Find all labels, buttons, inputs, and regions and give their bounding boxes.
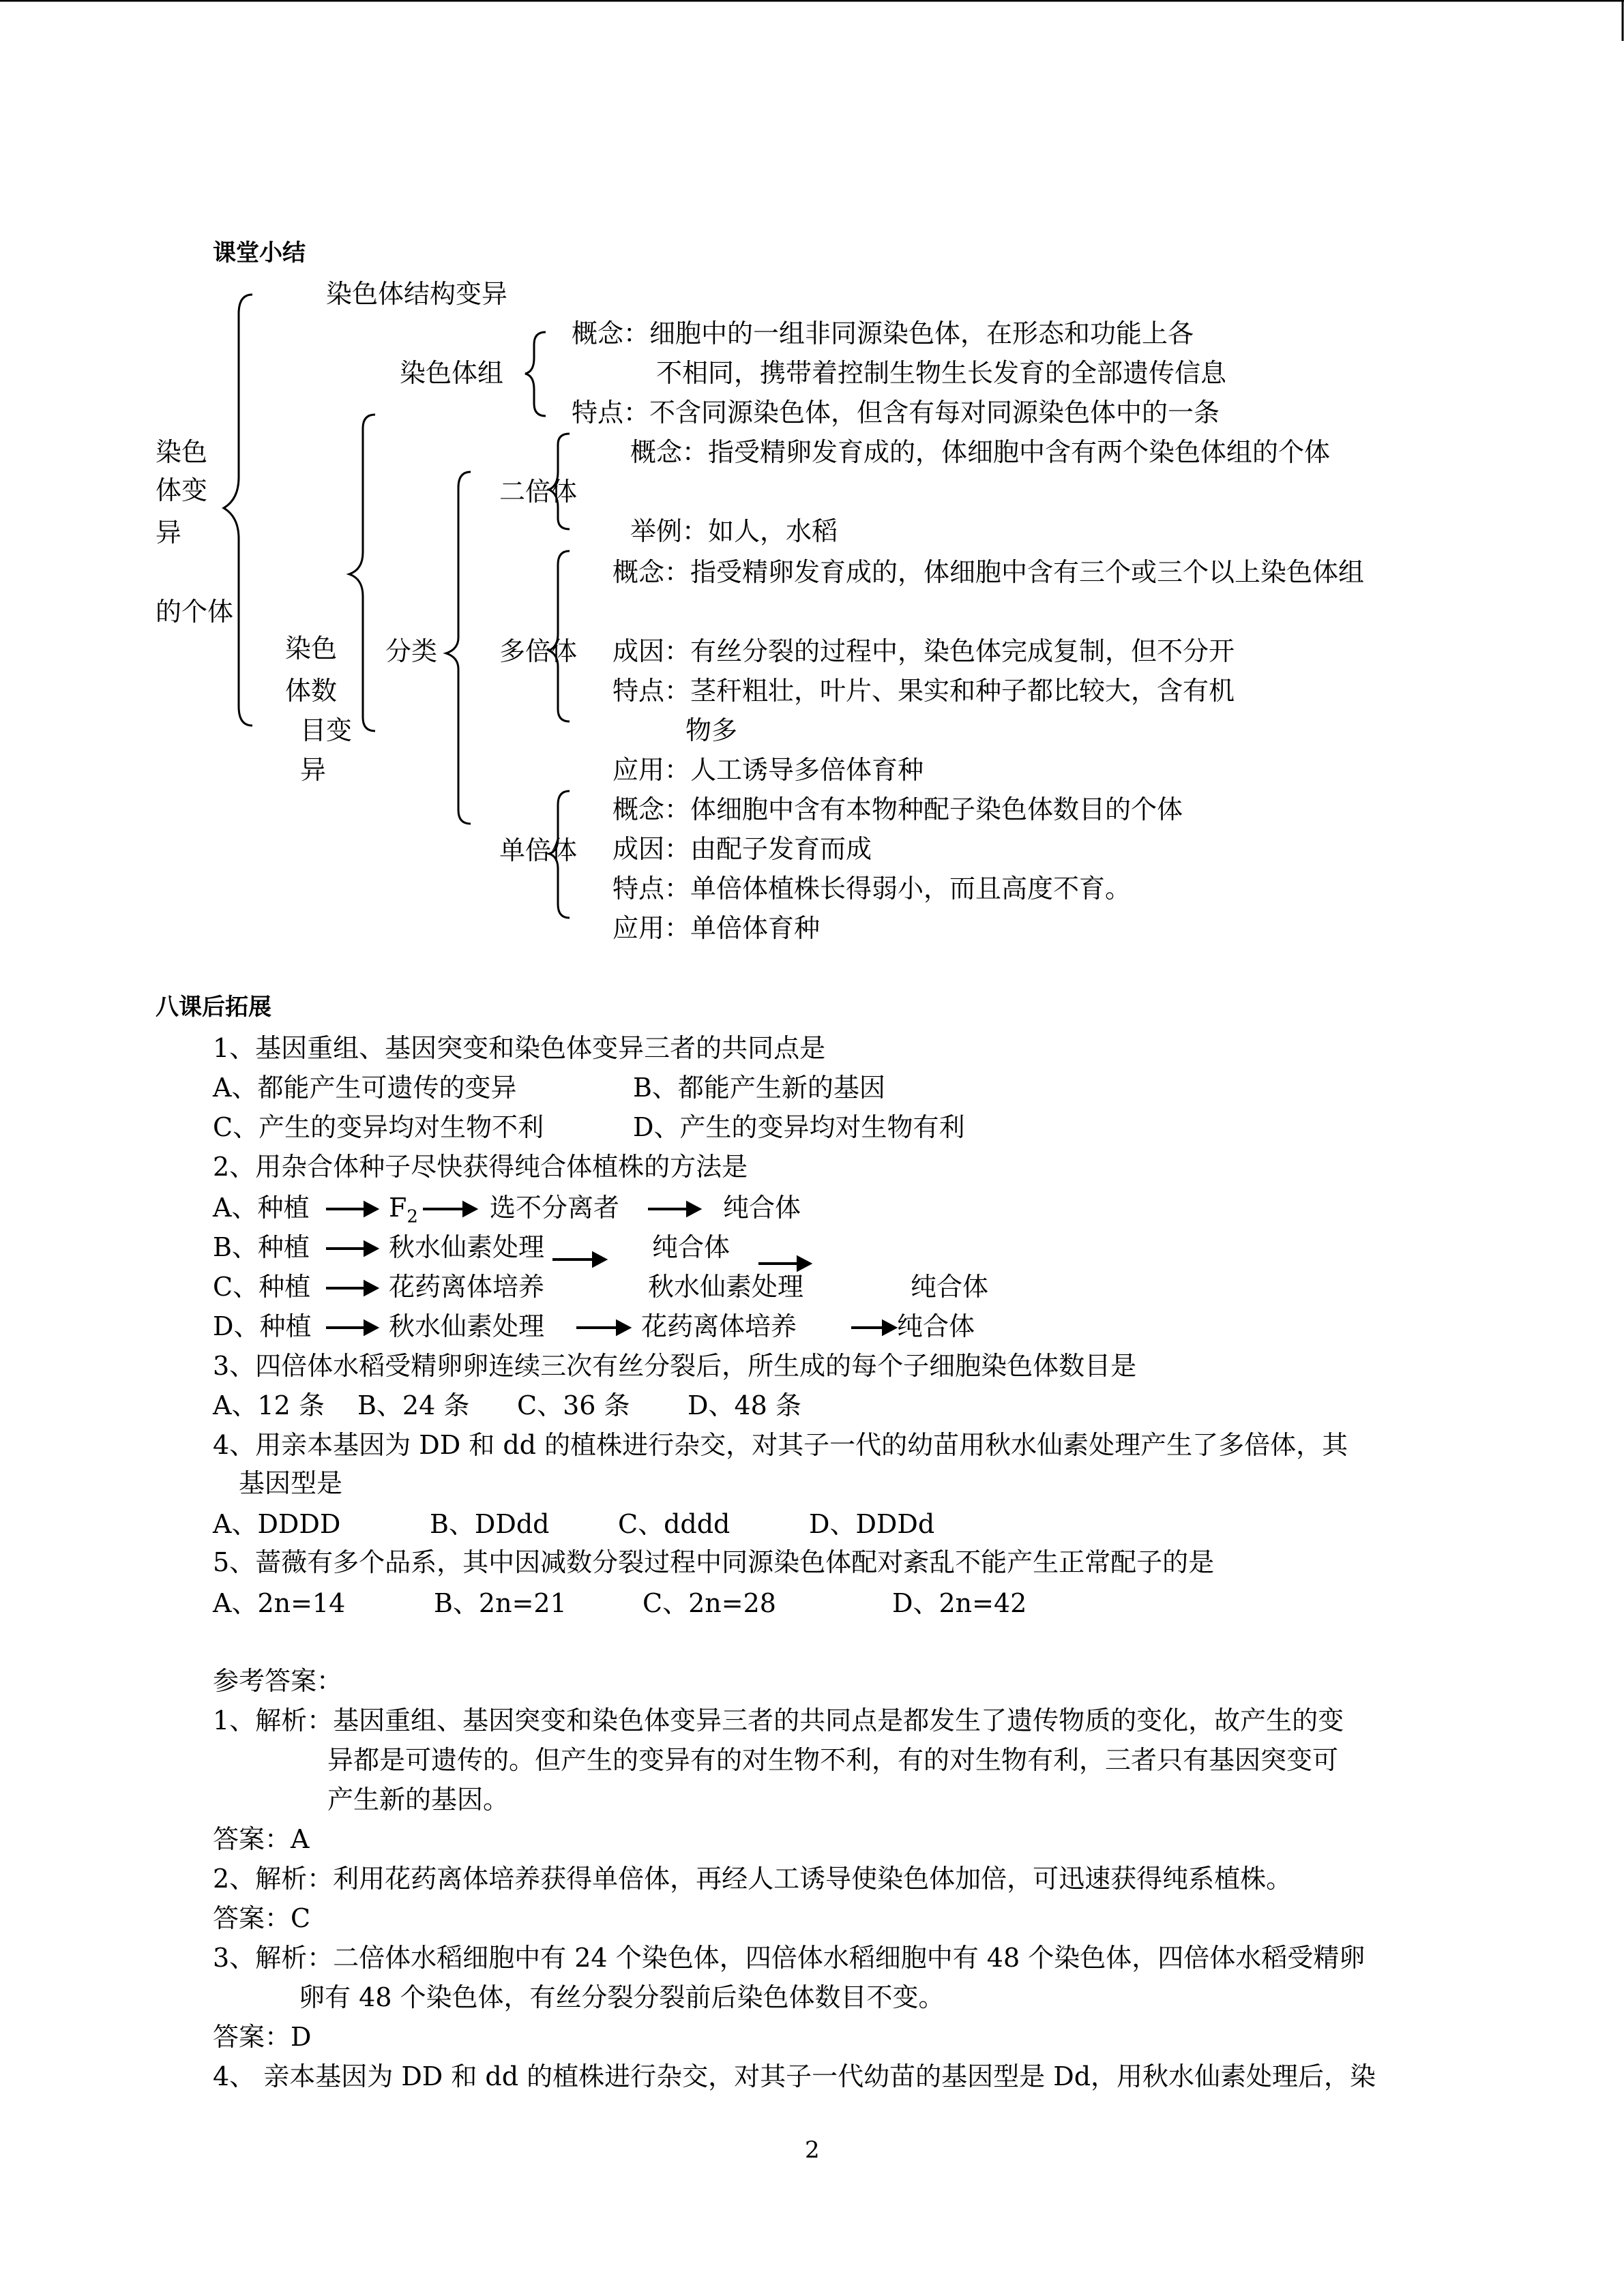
q2-b-colchicine: 秋水仙素处理 xyxy=(389,1232,545,1262)
q2-a-end: 纯合体 xyxy=(723,1193,801,1223)
haploid-label: 单倍体 xyxy=(499,835,578,865)
q2-stem: 2、用杂合体种子尽快获得纯合体植株的方法是 xyxy=(213,1152,748,1182)
q3-stem: 3、四倍体水稻受精卵卵连续三次有丝分裂后，所生成的每个子细胞染色体数目是 xyxy=(213,1351,1137,1381)
poly-application: 应用：人工诱导多倍体育种 xyxy=(612,755,924,785)
diploid-example: 举例：如人，水稻 xyxy=(630,516,838,546)
answer-3-line-1: 3、解析：二倍体水稻细胞中有 24 个染色体，四倍体水稻细胞中有 48 个染色体，四倍体水稻受精卵 xyxy=(213,1943,1365,1973)
q5-stem: 5、蔷薇有多个品系，其中因减数分裂过程中同源染色体配对紊乱不能产生正常配子的是 xyxy=(213,1547,1215,1577)
diploid-concept: 概念：指受精卵发育成的，体细胞中含有两个染色体组的个体 xyxy=(630,437,1331,467)
q3-option-c: C、36 条 xyxy=(517,1390,630,1420)
answer-3-key: 答案：D xyxy=(213,2022,312,2052)
poly-concept: 概念：指受精卵发育成的，体细胞中含有三个或三个以上染色体组 xyxy=(612,557,1365,587)
set-concept-1: 概念：细胞中的一组非同源染色体，在形态和功能上各 xyxy=(572,318,1194,348)
brace-classification xyxy=(446,472,471,824)
root-label-2: 体变 xyxy=(156,475,208,505)
diploid-label: 二倍体 xyxy=(499,477,578,507)
q2-d-start: D、种植 xyxy=(213,1311,312,1341)
poly-cause: 成因：有丝分裂的过程中，染色体完成复制，但不分开 xyxy=(612,636,1235,666)
q5-option-c: C、2n=28 xyxy=(643,1588,776,1618)
hap-feature: 特点：单倍体植株长得弱小，而且高度不育。 xyxy=(612,874,1132,904)
answer-1-key: 答案：A xyxy=(213,1824,310,1854)
q2-a-f2 xyxy=(389,1192,418,1233)
summary-heading: 课堂小结 xyxy=(213,239,306,267)
answer-1-line-3: 产生新的基因。 xyxy=(327,1785,510,1815)
q2-a-f: F xyxy=(389,1193,407,1223)
q1-option-b: B、都能产生新的基因 xyxy=(633,1073,885,1103)
q5-option-a: A、2n=14 xyxy=(213,1588,346,1618)
q4-option-b: B、DDdd xyxy=(430,1509,550,1539)
exercises-heading: 八课后拓展 xyxy=(156,994,271,1021)
q4-option-c: C、dddd xyxy=(618,1509,730,1539)
answer-1-line-1: 1、解析：基因重组、基因突变和染色体变异三者的共同点是都发生了遗传物质的变化，故产生的变 xyxy=(213,1705,1344,1735)
q3-option-a: A、12 条 xyxy=(213,1390,325,1420)
q2-a-start: A、种植 xyxy=(213,1193,310,1223)
q2-c-colchicine: 秋水仙素处理 xyxy=(648,1272,804,1302)
q1-option-c: C、产生的变异均对生物不利 xyxy=(213,1112,544,1142)
q2-a-select: 选不分离者 xyxy=(490,1193,620,1223)
chromosome-set-label: 染色体组 xyxy=(400,358,504,388)
q2-d-anther: 花药离体培养 xyxy=(641,1311,797,1341)
q4-option-d: D、DDDd xyxy=(809,1509,935,1539)
q5-option-d: D、2n=42 xyxy=(892,1588,1027,1618)
root-label-3: 异 xyxy=(156,518,182,548)
poly-feature-2: 物多 xyxy=(685,715,738,745)
q4-stem-2: 基因型是 xyxy=(239,1468,343,1498)
number-label-2: 体数 xyxy=(285,676,338,706)
q4-option-a: A、DDDD xyxy=(213,1509,341,1539)
polyploid-label: 多倍体 xyxy=(499,636,578,666)
poly-feature-1: 特点：茎秆粗壮，叶片、果实和种子都比较大，含有机 xyxy=(612,676,1235,706)
q2-a-subscript: 2 xyxy=(407,1206,418,1227)
answer-2-line-1: 2、解析：利用花药离体培养获得单倍体，再经人工诱导使染色体加倍，可迅速获得纯系植株。 xyxy=(213,1864,1293,1894)
q1-option-d: D、产生的变异均对生物有利 xyxy=(633,1112,965,1142)
number-label-3: 目变 xyxy=(300,715,353,745)
root-label-1: 染色 xyxy=(156,437,208,467)
q4-stem-1: 4、用亲本基因为 DD 和 dd 的植株进行杂交，对其子一代的幼苗用秋水仙素处理产生了多倍体，其 xyxy=(213,1430,1348,1460)
brace-chromosome-set xyxy=(525,332,546,416)
set-concept-2: 不相同，携带着控制生物生长发育的全部遗传信息 xyxy=(656,358,1227,388)
q1-stem: 1、基因重组、基因突变和染色体变异三者的共同点是 xyxy=(213,1033,826,1063)
q1-option-a: A、都能产生可遗传的变异 xyxy=(213,1073,517,1103)
q3-option-d: D、48 条 xyxy=(688,1390,801,1420)
number-label-1: 染色 xyxy=(285,633,338,664)
q2-d-colchicine: 秋水仙素处理 xyxy=(389,1311,545,1341)
q2-c-anther: 花药离体培养 xyxy=(389,1272,545,1302)
number-label-4: 异 xyxy=(300,755,327,785)
set-feature: 特点：不含同源染色体，但含有每对同源染色体中的一条 xyxy=(572,398,1220,428)
answers-heading: 参考答案： xyxy=(213,1666,343,1696)
answer-3-line-2: 卵有 48 个染色体，有丝分裂分裂前后染色体数目不变。 xyxy=(299,1982,945,2012)
brace-number-variation xyxy=(349,415,375,731)
hap-application: 应用：单倍体育种 xyxy=(612,913,821,943)
answer-4-line-1: 4、 亲本基因为 DD 和 dd 的植株进行杂交，对其子一代幼苗的基因型是 Dd，用秋水仙素处理后，染 xyxy=(213,2061,1376,2091)
structure-variation: 染色体结构变异 xyxy=(326,279,508,309)
hap-cause: 成因：由配子发育而成 xyxy=(612,834,872,864)
brace-main xyxy=(224,295,252,726)
hap-concept: 概念：体细胞中含有本物种配子染色体数目的个体 xyxy=(612,794,1183,824)
page-number: 2 xyxy=(805,2136,820,2164)
classification-label: 分类 xyxy=(385,636,438,666)
answer-2-key: 答案：C xyxy=(213,1903,311,1933)
root-label-4: 的个体 xyxy=(156,597,234,627)
q2-c-end: 纯合体 xyxy=(911,1272,989,1302)
q5-option-b: B、2n=21 xyxy=(434,1588,567,1618)
q2-b-start: B、种植 xyxy=(213,1232,310,1262)
q2-b-end: 纯合体 xyxy=(652,1232,730,1262)
q2-c-start: C、种植 xyxy=(213,1272,311,1302)
answer-1-line-2: 异都是可遗传的。但产生的变异有的对生物不利，有的对生物有利，三者只有基因突变可 xyxy=(327,1745,1339,1775)
q3-option-b: B、24 条 xyxy=(357,1390,470,1420)
q2-d-end: 纯合体 xyxy=(897,1311,975,1341)
